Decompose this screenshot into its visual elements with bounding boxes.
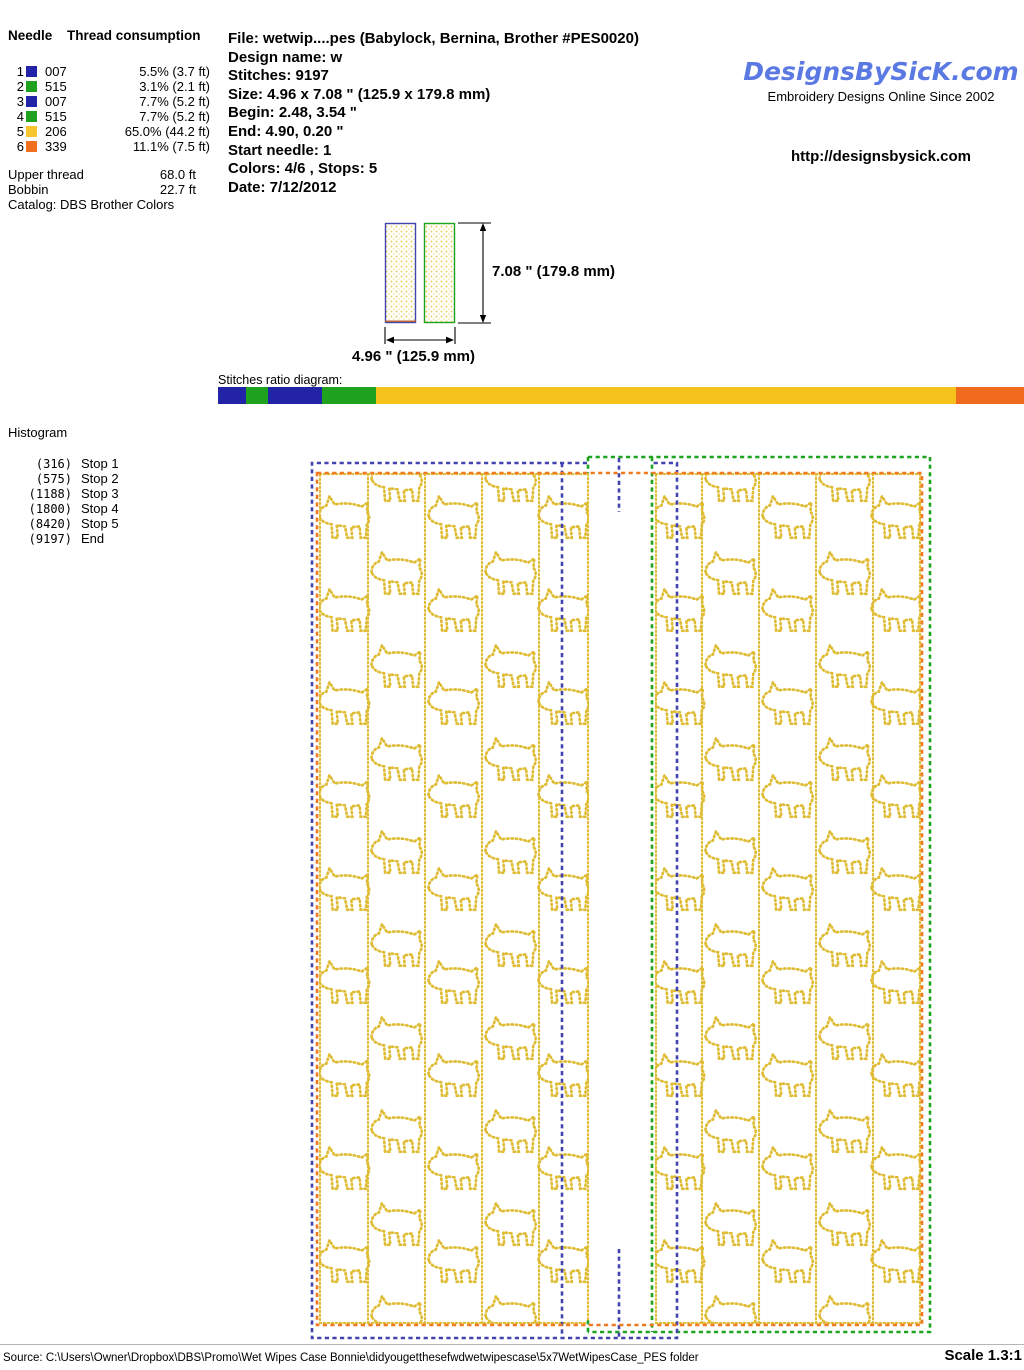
stitches-ratio-bar bbox=[218, 387, 1024, 404]
dog-motif bbox=[486, 1296, 536, 1338]
dog-motif bbox=[654, 868, 704, 910]
dog-motif bbox=[820, 645, 870, 687]
needle-number: 2 bbox=[16, 79, 24, 94]
dog-motif bbox=[706, 1110, 756, 1152]
ratio-segment bbox=[246, 387, 269, 404]
thread-table-header bbox=[8, 28, 210, 43]
thread-color-swatch bbox=[26, 111, 37, 122]
file-info-line: Design name: w bbox=[228, 48, 343, 66]
thread-color-swatch bbox=[26, 66, 37, 77]
dog-motif bbox=[486, 831, 536, 873]
catalog-line: Catalog: DBS Brother Colors bbox=[8, 197, 175, 212]
dog-motif bbox=[486, 645, 536, 687]
file-info-line: Start needle: 1 bbox=[228, 141, 332, 159]
dog-motif bbox=[429, 589, 479, 631]
design-thumbnail bbox=[350, 215, 660, 365]
dog-motif bbox=[429, 775, 479, 817]
needle-column-header: Needle bbox=[8, 28, 53, 43]
dog-motif bbox=[372, 1296, 422, 1338]
thread-color-swatch bbox=[26, 141, 37, 152]
dog-motif bbox=[486, 924, 536, 966]
bobbin-label: Bobbin bbox=[8, 182, 49, 197]
histogram-row bbox=[8, 501, 119, 516]
thread-code: 339 bbox=[45, 139, 67, 154]
dog-motif bbox=[372, 1203, 422, 1245]
dog-motif bbox=[539, 1333, 589, 1350]
thumb-left-panel bbox=[386, 224, 416, 323]
dog-motif bbox=[319, 1147, 369, 1189]
dog-motif bbox=[872, 682, 922, 724]
dog-motif bbox=[820, 1203, 870, 1245]
histogram-block bbox=[8, 425, 119, 546]
dog-motif bbox=[872, 1147, 922, 1189]
dog-motif bbox=[820, 1017, 870, 1059]
thread-totals bbox=[8, 167, 210, 212]
stitch-count: (1188) bbox=[28, 487, 72, 501]
dog-panel bbox=[319, 440, 589, 1350]
dog-motif bbox=[872, 1054, 922, 1096]
dog-motif bbox=[763, 1054, 813, 1096]
dog-motif bbox=[319, 868, 369, 910]
dog-motif bbox=[319, 1240, 369, 1282]
dog-motif bbox=[539, 1240, 589, 1282]
dog-motif bbox=[539, 682, 589, 724]
needle-row bbox=[8, 109, 210, 124]
dog-motif bbox=[429, 1240, 479, 1282]
dog-motif bbox=[706, 1017, 756, 1059]
needle-number: 4 bbox=[16, 109, 24, 124]
upper-thread-value: 68.0 ft bbox=[159, 167, 196, 182]
dog-panel bbox=[654, 440, 922, 1350]
thread-consumption-value: 7.7% (5.2 ft) bbox=[139, 109, 210, 124]
dog-motif bbox=[319, 496, 369, 538]
dog-motif bbox=[654, 1147, 704, 1189]
dog-motif bbox=[763, 440, 813, 445]
site-logo: DesignsBySicK.com bbox=[743, 57, 1019, 86]
upper-thread-row bbox=[8, 167, 210, 182]
dog-motif bbox=[372, 924, 422, 966]
dog-motif bbox=[486, 459, 536, 501]
stitch-count: (575) bbox=[35, 472, 72, 486]
histogram-row bbox=[8, 456, 119, 471]
file-info-line: Colors: 4/6 , Stops: 5 bbox=[228, 160, 378, 178]
ratio-segment bbox=[268, 387, 322, 404]
upper-thread-label: Upper thread bbox=[8, 167, 84, 182]
dog-motif bbox=[706, 924, 756, 966]
dog-motif bbox=[820, 459, 870, 501]
ratio-segment bbox=[376, 387, 956, 404]
dog-motif bbox=[372, 459, 422, 501]
consumption-column-header: Thread consumption bbox=[67, 28, 201, 43]
dog-motif bbox=[319, 589, 369, 631]
dog-motif bbox=[654, 1054, 704, 1096]
stitch-count: (8420) bbox=[28, 517, 72, 531]
dog-motif bbox=[872, 961, 922, 1003]
histogram-row bbox=[8, 531, 119, 546]
dog-motif bbox=[429, 868, 479, 910]
dog-motif bbox=[372, 1017, 422, 1059]
dog-motif bbox=[872, 496, 922, 538]
dog-motif bbox=[654, 775, 704, 817]
dog-motif bbox=[372, 552, 422, 594]
dog-motif bbox=[319, 440, 369, 445]
dog-motif bbox=[654, 1333, 704, 1350]
needle-row bbox=[8, 94, 210, 109]
file-info-line: Date: 7/12/2012 bbox=[228, 178, 337, 196]
dog-motif bbox=[486, 1203, 536, 1245]
histogram-row bbox=[8, 471, 119, 486]
dog-motif bbox=[539, 775, 589, 817]
dog-motif bbox=[429, 682, 479, 724]
thread-consumption-value: 65.0% (44.2 ft) bbox=[124, 124, 210, 139]
thread-code: 515 bbox=[45, 109, 67, 124]
stop-label: Stop 1 bbox=[81, 456, 119, 471]
dog-motif bbox=[706, 459, 756, 501]
dog-motif bbox=[486, 1017, 536, 1059]
histogram-rows bbox=[8, 456, 119, 546]
dog-motif bbox=[539, 961, 589, 1003]
needle-number: 5 bbox=[16, 124, 24, 139]
dog-motif bbox=[319, 682, 369, 724]
orange-outline bbox=[317, 473, 922, 1325]
scale-label: Scale 1.3:1 bbox=[944, 1347, 1022, 1364]
bobbin-row bbox=[8, 182, 210, 197]
dog-motif bbox=[372, 738, 422, 780]
dog-motif bbox=[706, 645, 756, 687]
stop-label: Stop 4 bbox=[81, 501, 119, 516]
height-dimension-label: 7.08 " (179.8 mm) bbox=[492, 263, 616, 280]
dog-motif bbox=[872, 775, 922, 817]
dog-motif bbox=[319, 961, 369, 1003]
ratio-segment bbox=[956, 387, 1024, 404]
dog-motif bbox=[429, 440, 479, 445]
dog-motif bbox=[820, 924, 870, 966]
file-info-line: End: 4.90, 0.20 " bbox=[228, 122, 344, 140]
source-path: Source: C:\Users\Owner\Dropbox\DBS\Promo\Wet Wipes Case Bonnie\didyougetthesefwdwetwipescase\5x7WetWipesCase_PES folder bbox=[3, 1352, 699, 1364]
ratio-segment bbox=[322, 387, 376, 404]
design-preview bbox=[300, 440, 940, 1350]
thread-code: 206 bbox=[45, 124, 67, 139]
dog-motif bbox=[539, 1054, 589, 1096]
thread-consumption-value: 3.1% (2.1 ft) bbox=[139, 79, 210, 94]
dog-motif bbox=[706, 738, 756, 780]
dog-motif bbox=[763, 496, 813, 538]
histogram-row bbox=[8, 516, 119, 531]
thread-consumption-value: 7.7% (5.2 ft) bbox=[139, 94, 210, 109]
dog-motif bbox=[372, 1110, 422, 1152]
dog-motif bbox=[763, 682, 813, 724]
dog-motif bbox=[429, 1147, 479, 1189]
bobbin-value: 22.7 ft bbox=[159, 182, 196, 197]
dog-motif bbox=[706, 831, 756, 873]
dog-motif bbox=[763, 961, 813, 1003]
stop-label: End bbox=[81, 531, 105, 546]
thread-consumption-value: 11.1% (7.5 ft) bbox=[132, 139, 210, 154]
dog-motif bbox=[319, 1054, 369, 1096]
dog-motif bbox=[539, 868, 589, 910]
dog-motif bbox=[763, 1240, 813, 1282]
thread-color-swatch bbox=[26, 126, 37, 137]
dog-motif bbox=[763, 775, 813, 817]
page-bottom-rule bbox=[0, 1344, 1024, 1345]
ratio-segment bbox=[218, 387, 246, 404]
stop-label: Stop 5 bbox=[81, 516, 119, 531]
dog-motif bbox=[706, 1203, 756, 1245]
stitches-ratio-label: Stitches ratio diagram: bbox=[218, 373, 343, 387]
needle-row bbox=[8, 124, 210, 139]
file-info-block bbox=[228, 30, 768, 197]
stop-label: Stop 3 bbox=[81, 486, 119, 501]
stop-label: Stop 2 bbox=[81, 471, 119, 486]
dog-motif bbox=[429, 1054, 479, 1096]
file-info-line: Size: 4.96 x 7.08 " (125.9 x 179.8 mm) bbox=[228, 85, 491, 103]
dog-motif bbox=[654, 682, 704, 724]
dog-motif bbox=[372, 831, 422, 873]
dog-motif bbox=[372, 645, 422, 687]
dog-motif bbox=[763, 589, 813, 631]
dog-motif bbox=[654, 961, 704, 1003]
dog-motif bbox=[820, 831, 870, 873]
dog-motif bbox=[539, 589, 589, 631]
needle-rows bbox=[8, 64, 210, 154]
thumb-right-panel bbox=[425, 224, 455, 323]
dog-motif bbox=[763, 1333, 813, 1350]
thread-color-swatch bbox=[26, 96, 37, 107]
stitch-count: (316) bbox=[35, 457, 72, 471]
dog-motif bbox=[654, 496, 704, 538]
site-tagline: Embroidery Designs Online Since 2002 bbox=[767, 89, 995, 104]
thread-consumption-table bbox=[8, 28, 210, 212]
dog-motif bbox=[429, 496, 479, 538]
dog-motif bbox=[872, 868, 922, 910]
dog-motif bbox=[319, 775, 369, 817]
dog-motif bbox=[539, 1147, 589, 1189]
dog-motif bbox=[872, 440, 922, 445]
dog-motif bbox=[820, 552, 870, 594]
needle-row bbox=[8, 139, 210, 154]
needle-row bbox=[8, 79, 210, 94]
dog-motif bbox=[763, 868, 813, 910]
dog-motif bbox=[539, 440, 589, 445]
stitch-count: (9197) bbox=[28, 532, 72, 546]
thread-color-swatch bbox=[26, 81, 37, 92]
histogram-row bbox=[8, 486, 119, 501]
dog-motif bbox=[429, 961, 479, 1003]
stitch-count: (1800) bbox=[28, 502, 72, 516]
site-url: http://designsbysick.com bbox=[790, 148, 972, 165]
thread-consumption-value: 5.5% (3.7 ft) bbox=[139, 64, 210, 79]
dog-motif bbox=[706, 552, 756, 594]
dog-motif bbox=[820, 1110, 870, 1152]
needle-number: 6 bbox=[16, 139, 24, 154]
histogram-title: Histogram bbox=[8, 425, 68, 440]
dog-motif bbox=[486, 1110, 536, 1152]
thread-code: 515 bbox=[45, 79, 67, 94]
dog-motif bbox=[872, 1333, 922, 1350]
dog-motif bbox=[539, 496, 589, 538]
file-info-line: Stitches: 9197 bbox=[228, 67, 329, 85]
width-dimension-label: 4.96 " (125.9 mm) bbox=[352, 348, 476, 365]
dog-motif bbox=[319, 1333, 369, 1350]
dog-motif bbox=[486, 552, 536, 594]
dog-motif bbox=[872, 589, 922, 631]
needle-number: 1 bbox=[16, 64, 24, 79]
file-info-line: Begin: 2.48, 3.54 " bbox=[228, 104, 357, 122]
dog-motif bbox=[763, 1147, 813, 1189]
dog-motif bbox=[872, 1240, 922, 1282]
file-info-line: File: wetwip....pes (Babylock, Bernina, Brother #PES0020) bbox=[228, 30, 639, 47]
needle-row bbox=[8, 64, 210, 79]
thread-code: 007 bbox=[45, 64, 67, 79]
dog-motif bbox=[654, 589, 704, 631]
dog-motif bbox=[486, 738, 536, 780]
thread-code: 007 bbox=[45, 94, 67, 109]
needle-number: 3 bbox=[16, 94, 24, 109]
dog-motif bbox=[429, 1333, 479, 1350]
dog-motif bbox=[654, 440, 704, 445]
dog-motif bbox=[654, 1240, 704, 1282]
dog-motif bbox=[820, 738, 870, 780]
